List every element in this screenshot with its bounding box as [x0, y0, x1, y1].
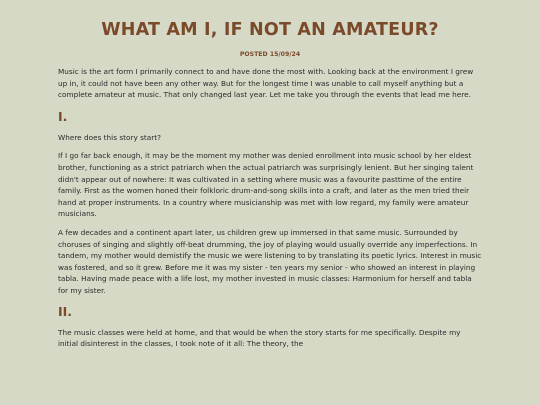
paragraph: The music classes were held at home, and that would be when the story starts for me specifically. Despite my initial disinterest in the classes, I took note of it all: The theory, the [58, 327, 461, 349]
blog-post [58, 0, 482, 350]
paragraph: If I go far back enough, it may be the moment my mother was denied enrollment into music school by her eldest brother, functioning as a strict patriarch when the actual patriarch was surprisingly lenient. But her singing talent didn't appear out of nowhere: It was cultivated in a setting where music was a favourite pasttime of the entire family. First as the women honed their folkloric drum-and-song skills into a craft, and later as the men tried their hand at proper instruments. In a country where musicianship was met with low regard, my family were amateur musicians. [58, 151, 474, 219]
intro-paragraph: Music is the art form I primarily connect to and have done the most with. Looking back at the environment I grew up in, it could not have been any other way. But for the longest time I was unable to call myself anything but a complete amateur at music. That only changed last year. Let me take you through the events that lead me here. [58, 67, 474, 100]
post-title: WHAT AM I, IF NOT AN AMATEUR? [101, 20, 439, 40]
paragraph: Where does this story start? [58, 132, 161, 142]
section-heading-2: II. [58, 303, 73, 319]
section-heading-1: I. [58, 108, 68, 124]
post-date: POSTED 15/09/24 [239, 51, 301, 58]
paragraph: A few decades and a continent apart later, us children grew up immersed in that same music. Surrounded by choruses of singing and slightly off-beat drumming, the joy of playing would usually override any imperfections. In tandem, my mother would demistify the music we were listening to by translating its poetic lyrics. Interest in music was fostered, and so it grew. Before me it was my sister - ten years my senior - who showed an interest in playing tabla. Having made peace with a life lost, my mother invested in music classes: Harmonium for herself and tabla for my sister. [58, 227, 482, 295]
